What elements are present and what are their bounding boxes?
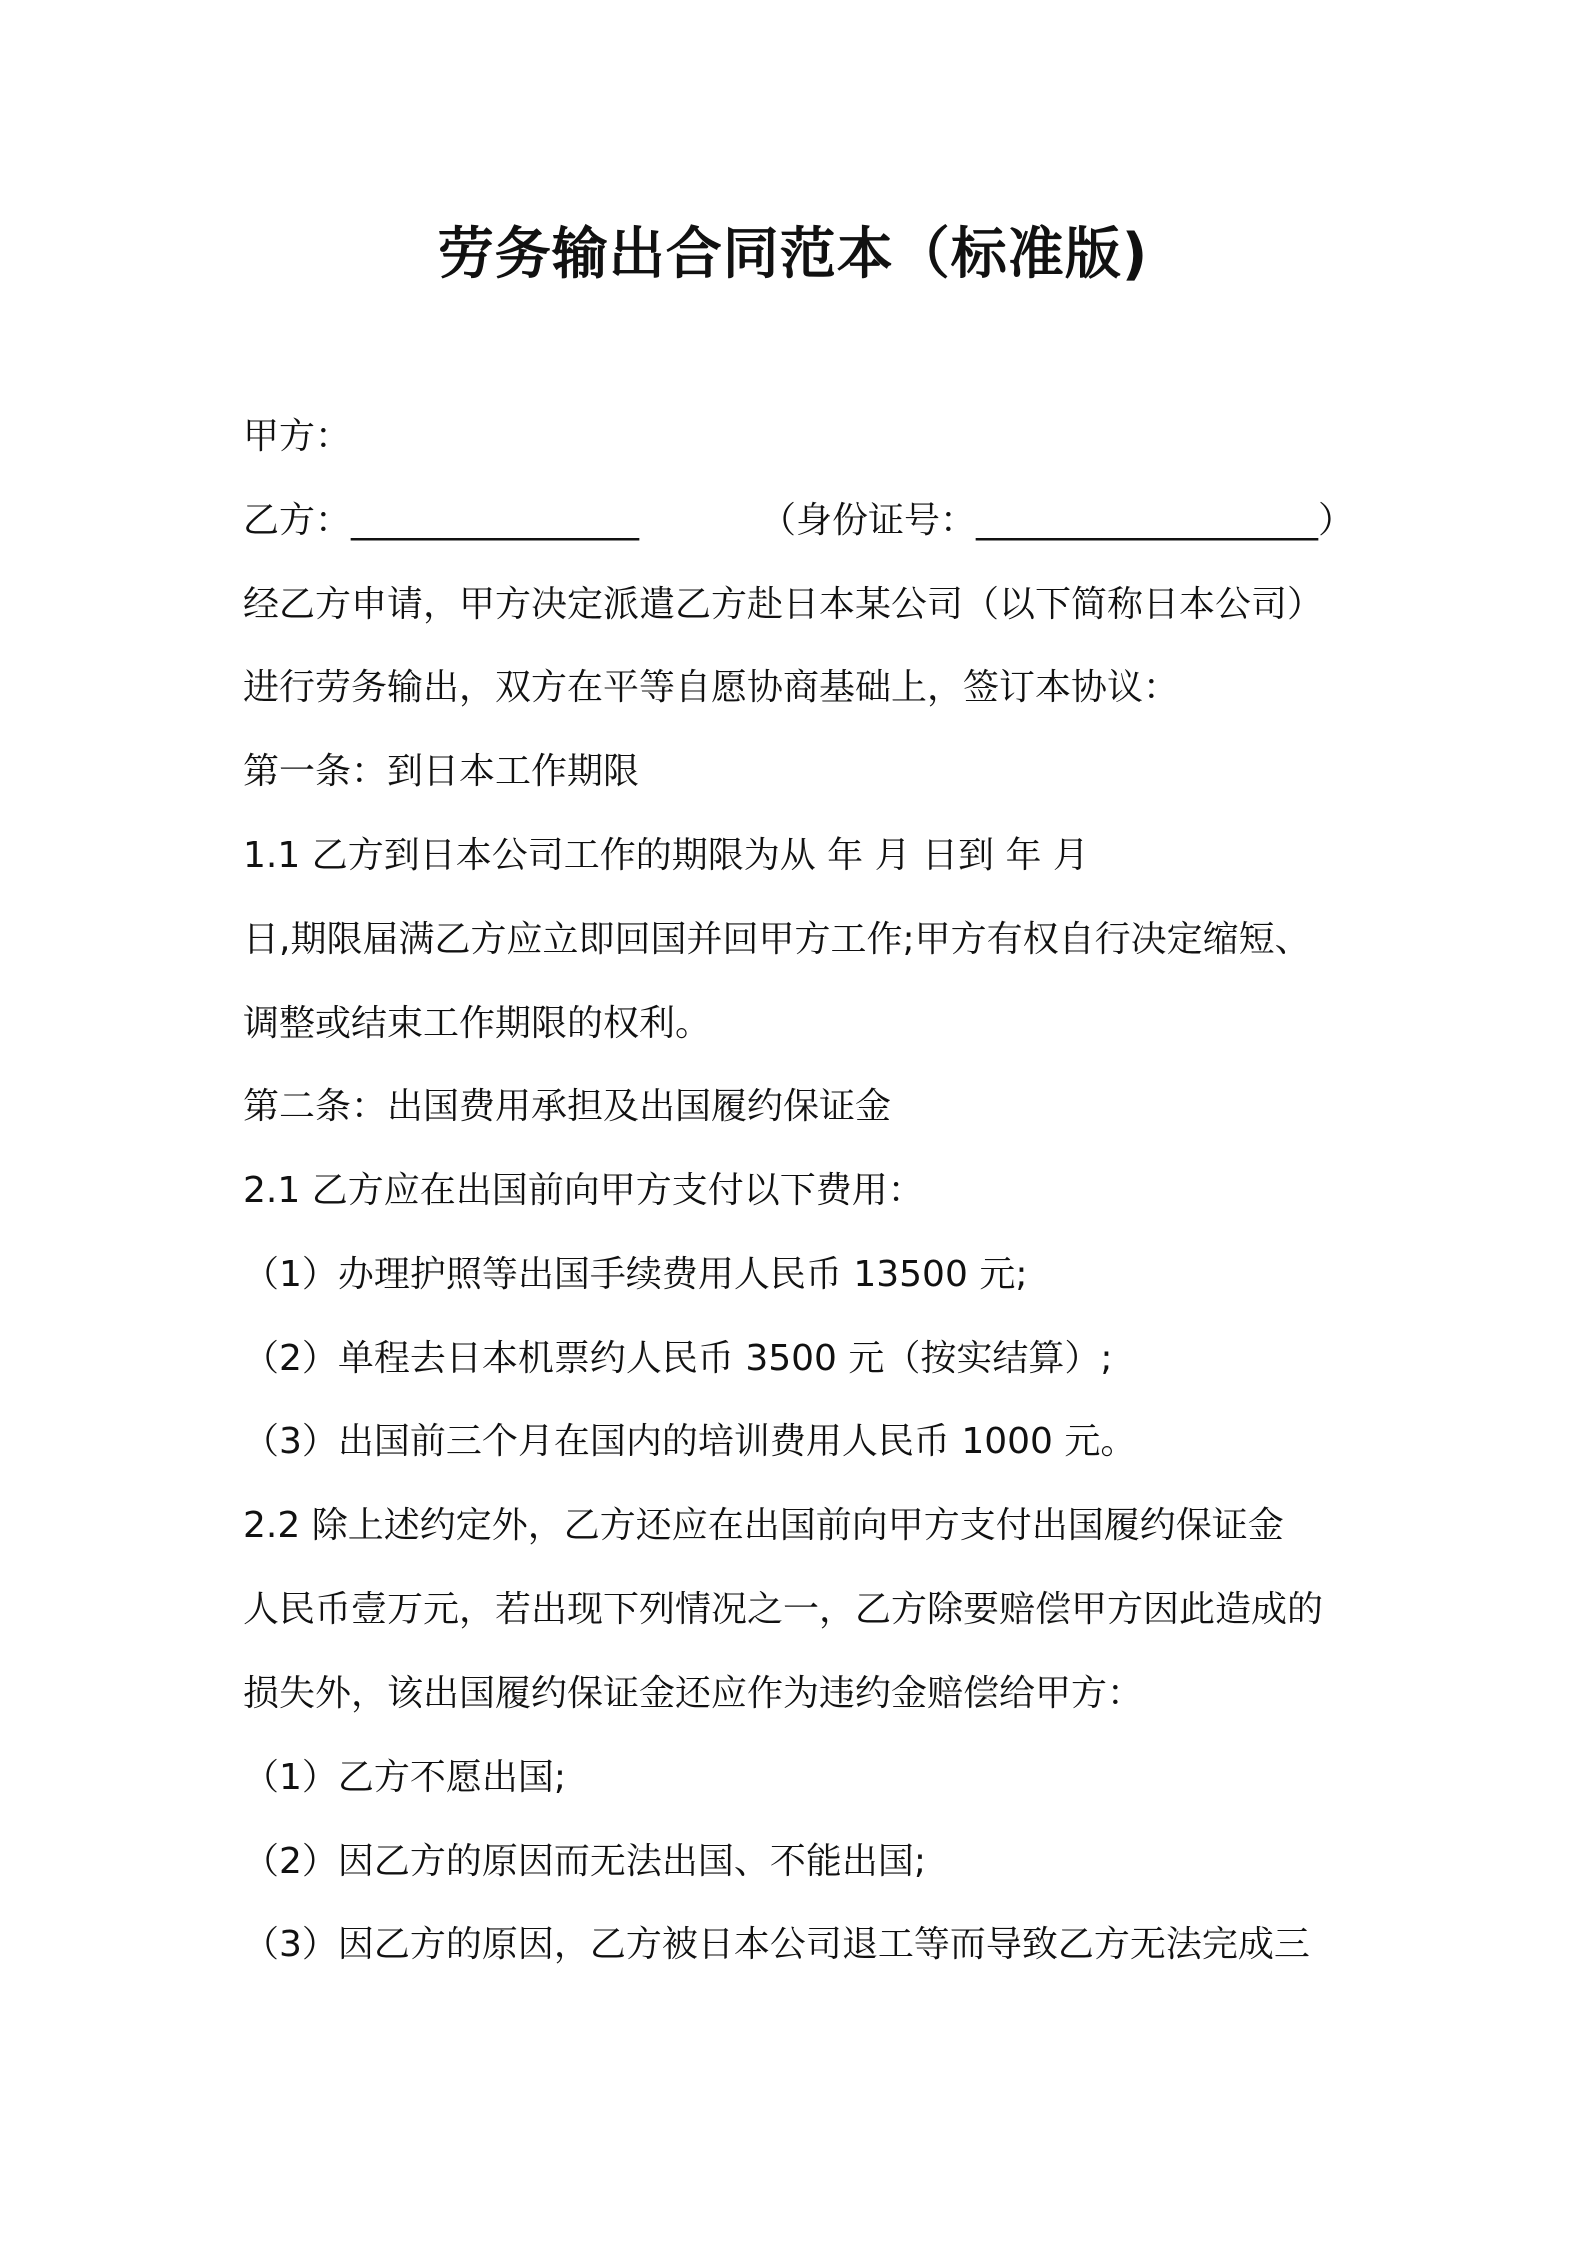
document-title: 劳务输出合同范本（标准版) bbox=[437, 222, 1149, 287]
paragraph-line: 1.1 乙方到日本公司工作的期限为从 年 月 日到 年 月 bbox=[243, 835, 1089, 876]
list-item: （3）因乙方的原因，乙方被日本公司退工等而导致乙方无法完成三 bbox=[243, 1924, 1310, 1965]
paragraph-line: 人民币壹万元，若出现下列情况之一，乙方除要赔偿甲方因此造成的 bbox=[243, 1589, 1324, 1630]
party-b-line: 乙方：________________ bbox=[243, 500, 640, 541]
paragraph-line: 2.1 乙方应在出国前向甲方支付以下费用： bbox=[243, 1170, 924, 1211]
list-item: （1）乙方不愿出国; bbox=[243, 1757, 567, 1798]
list-item: （1）办理护照等出国手续费用人民币 13500 元; bbox=[243, 1254, 1028, 1295]
party-a-line: 甲方： bbox=[243, 416, 352, 457]
section-heading: 第一条：到日本工作期限 bbox=[243, 751, 640, 792]
paragraph-line: 日,期限届满乙方应立即回国并回甲方工作;甲方有权自行决定缩短、 bbox=[243, 919, 1311, 960]
list-item: （2）单程去日本机票约人民币 3500 元（按实结算）; bbox=[243, 1338, 1113, 1379]
list-item: （3）出国前三个月在国内的培训费用人民币 1000 元。 bbox=[243, 1421, 1137, 1462]
paragraph-line: 经乙方申请，甲方决定派遣乙方赴日本某公司（以下简称日本公司） bbox=[243, 584, 1324, 625]
party-b-id-number: （身份证号：___________________） bbox=[760, 500, 1355, 541]
paragraph-line: 调整或结束工作期限的权利。 bbox=[243, 1003, 712, 1044]
paragraph-line: 2.2 除上述约定外，乙方还应在出国前向甲方支付出国履约保证金 bbox=[243, 1505, 1284, 1546]
paragraph-line: 损失外，该出国履约保证金还应作为违约金赔偿给甲方： bbox=[243, 1673, 1144, 1714]
paragraph-line: 进行劳务输出，双方在平等自愿协商基础上，签订本协议： bbox=[243, 667, 1180, 708]
list-item: （2）因乙方的原因而无法出国、不能出国; bbox=[243, 1841, 927, 1882]
section-heading: 第二条：出国费用承担及出国履约保证金 bbox=[243, 1086, 892, 1127]
